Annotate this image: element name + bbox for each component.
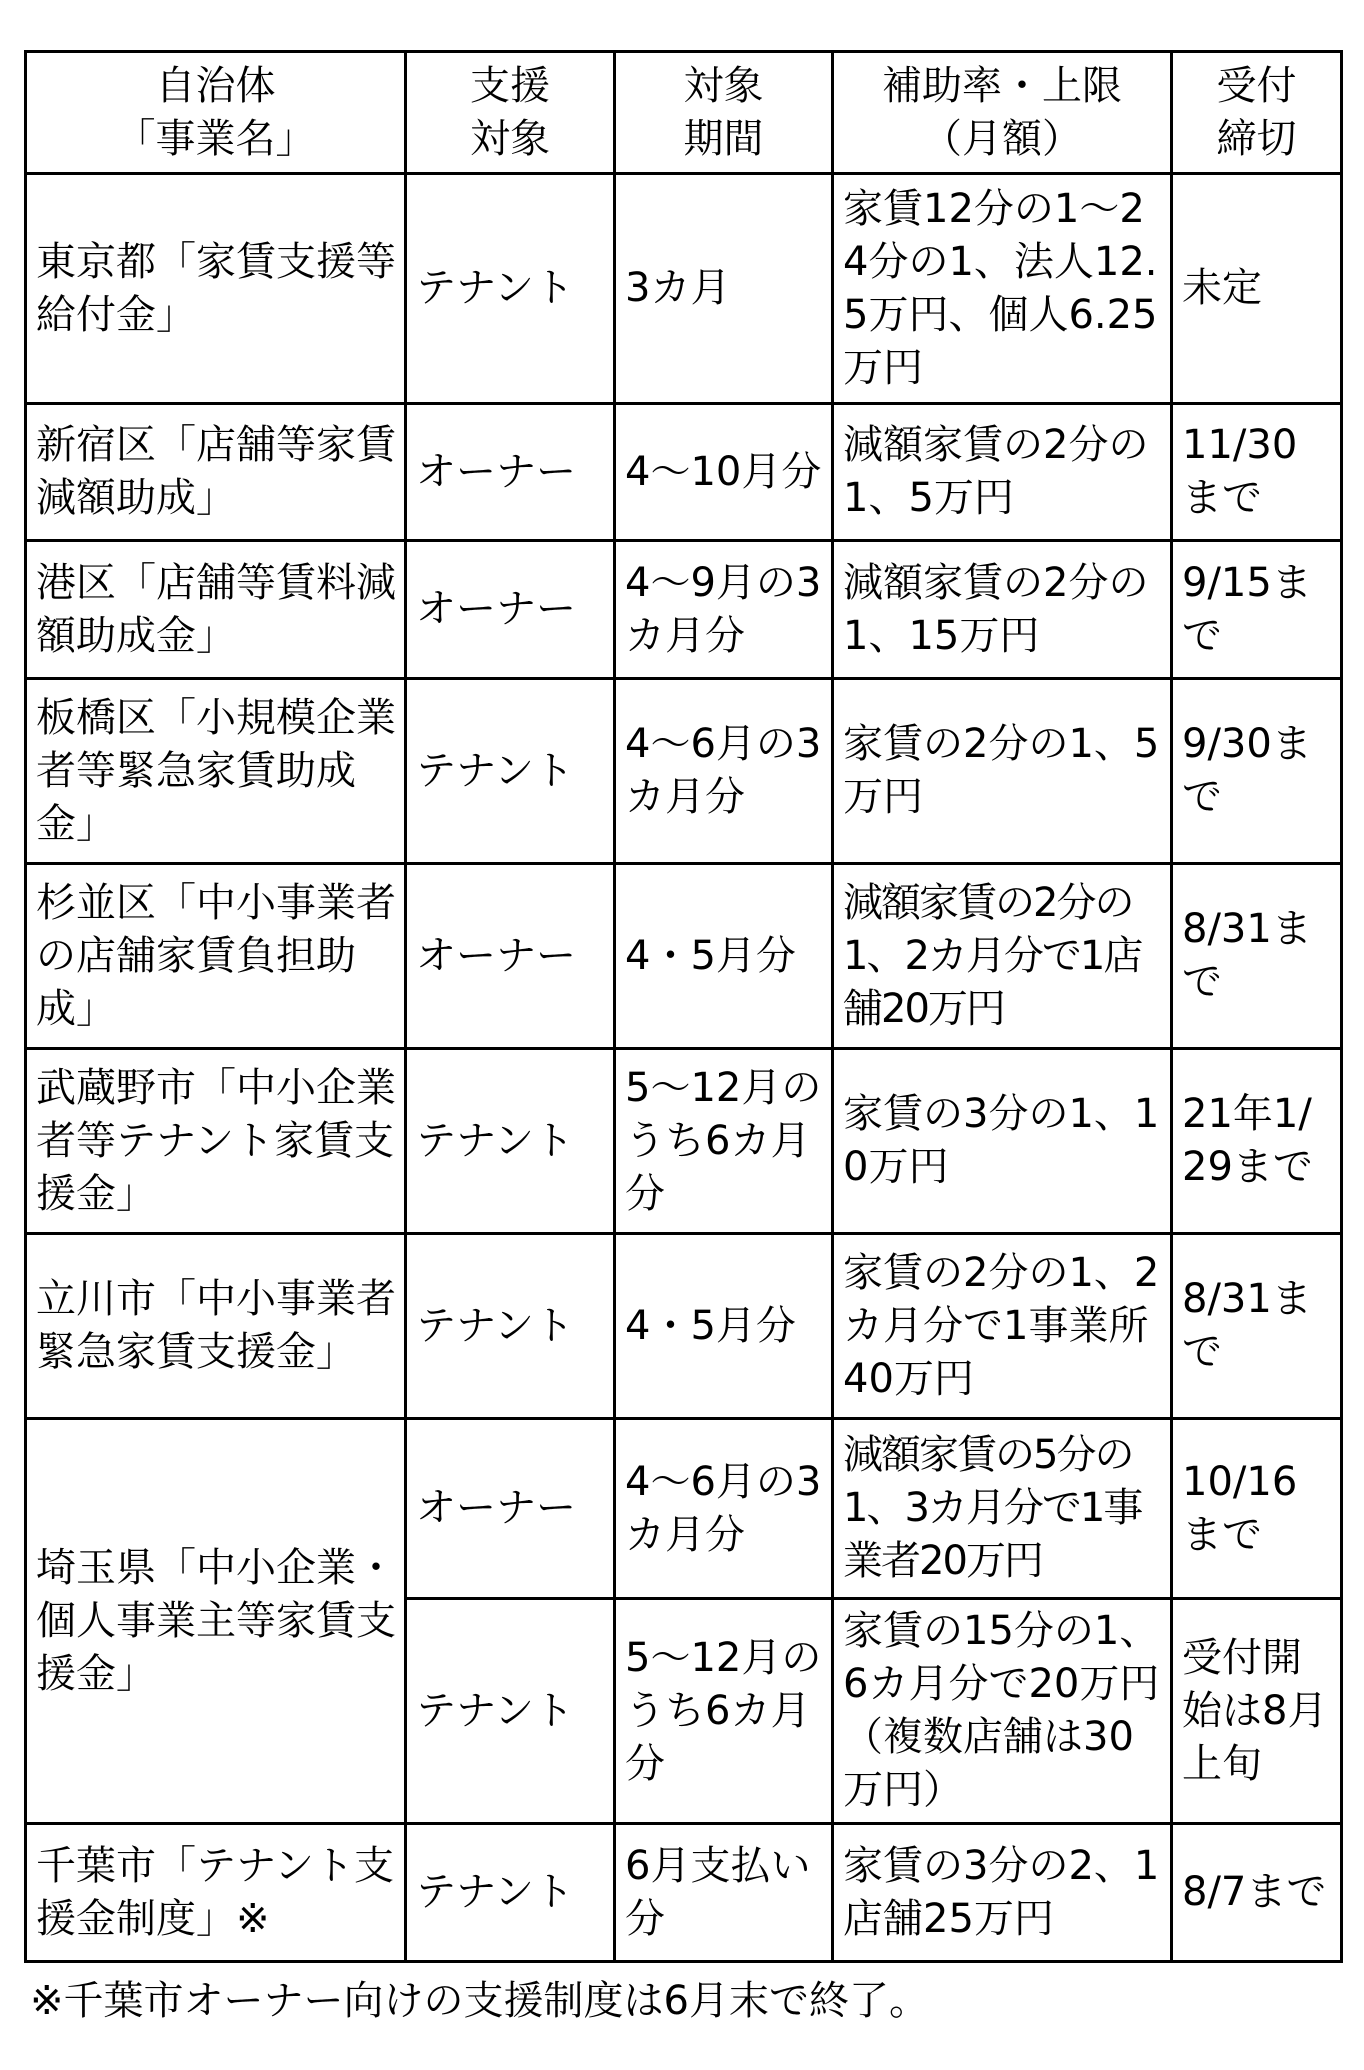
table-row (26, 404, 1342, 541)
cell-period: 4～6月の3カ月分 (615, 1419, 833, 1599)
cell-deadline: 9/30まで (1172, 679, 1342, 864)
cell-rate: 家賃の2分の1、5万円 (833, 679, 1172, 864)
cell-period: 5～12月のうち6カ月分 (615, 1049, 833, 1234)
cell-target: オーナー (406, 1419, 615, 1599)
cell-target: テナント (406, 1599, 615, 1824)
cell-target: テナント (406, 174, 615, 404)
table-row (26, 1419, 1342, 1599)
cell-municipality: 板橋区「小規模企業者等緊急家賃助成金」 (26, 679, 406, 864)
cell-deadline: 11/30まで (1172, 404, 1342, 541)
cell-rate: 家賃12分の1～24分の1、法人12.5万円、個人6.25万円 (833, 174, 1172, 404)
cell-deadline: 9/15まで (1172, 541, 1342, 679)
cell-municipality: 立川市「中小事業者緊急家賃支援金」 (26, 1234, 406, 1419)
cell-period: 4・5月分 (615, 864, 833, 1049)
cell-rate: 家賃の15分の1、6カ月分で20万円（複数店舗は30万円） (833, 1599, 1172, 1824)
cell-period: 4～9月の3カ月分 (615, 541, 833, 679)
cell-rate: 減額家賃の2分の1、5万円 (833, 404, 1172, 541)
table-row (26, 1824, 1342, 1962)
cell-target: テナント (406, 1824, 615, 1962)
cell-target: テナント (406, 1234, 615, 1419)
table-row (26, 679, 1342, 864)
cell-municipality: 港区「店舗等賃料減額助成金」 (26, 541, 406, 679)
cell-rate: 家賃の2分の1、2カ月分で1事業所40万円 (833, 1234, 1172, 1419)
cell-deadline: 10/16まで (1172, 1419, 1342, 1599)
cell-deadline: 未定 (1172, 174, 1342, 404)
cell-rate: 家賃の3分の1、10万円 (833, 1049, 1172, 1234)
cell-rate: 減額家賃の5分の1、3カ月分で1事業者20万円 (833, 1419, 1172, 1599)
footnote: ※千葉市オーナー向けの支援制度は6月末で終了。 (30, 1978, 929, 2024)
cell-rate: 家賃の3分の2、1店舗25万円 (833, 1824, 1172, 1962)
header-municipality: 自治体 「事業名」 (26, 52, 406, 174)
cell-target: オーナー (406, 864, 615, 1049)
cell-deadline: 8/31まで (1172, 1234, 1342, 1419)
cell-municipality: 新宿区「店舗等家賃減額助成」 (26, 404, 406, 541)
cell-deadline: 8/7まで (1172, 1824, 1342, 1962)
cell-municipality: 杉並区「中小事業者の店舗家賃負担助成」 (26, 864, 406, 1049)
cell-target: テナント (406, 679, 615, 864)
table-row (26, 864, 1342, 1049)
cell-municipality: 千葉市「テナント支援金制度」※ (26, 1824, 406, 1962)
header-deadline: 受付 締切 (1172, 52, 1342, 174)
cell-period: 4・5月分 (615, 1234, 833, 1419)
cell-period: 6月支払い分 (615, 1824, 833, 1962)
header-period: 対象 期間 (615, 52, 833, 174)
cell-rate: 減額家賃の2分の1、15万円 (833, 541, 1172, 679)
cell-target: テナント (406, 1049, 615, 1234)
cell-period: 3カ月 (615, 174, 833, 404)
cell-municipality: 埼玉県「中小企業・個人事業主等家賃支援金」 (26, 1419, 406, 1824)
cell-period: 5～12月のうち6カ月分 (615, 1599, 833, 1824)
cell-target: オーナー (406, 404, 615, 541)
header-rate: 補助率・上限 （月額） (833, 52, 1172, 174)
cell-deadline: 8/31まで (1172, 864, 1342, 1049)
cell-rate: 減額家賃の2分の1、2カ月分で1店舗20万円 (833, 864, 1172, 1049)
cell-deadline: 受付開始は8月上旬 (1172, 1599, 1342, 1824)
subsidy-table (24, 50, 1343, 1963)
table-row (26, 1234, 1342, 1419)
cell-period: 4～10月分 (615, 404, 833, 541)
table-header-row (26, 52, 1342, 174)
header-target: 支援 対象 (406, 52, 615, 174)
table-row (26, 1049, 1342, 1234)
table-row (26, 174, 1342, 404)
cell-municipality: 武蔵野市「中小企業者等テナント家賃支援金」 (26, 1049, 406, 1234)
table-row (26, 541, 1342, 679)
cell-target: オーナー (406, 541, 615, 679)
cell-deadline: 21年1/29まで (1172, 1049, 1342, 1234)
cell-period: 4～6月の3カ月分 (615, 679, 833, 864)
cell-municipality: 東京都「家賃支援等給付金」 (26, 174, 406, 404)
